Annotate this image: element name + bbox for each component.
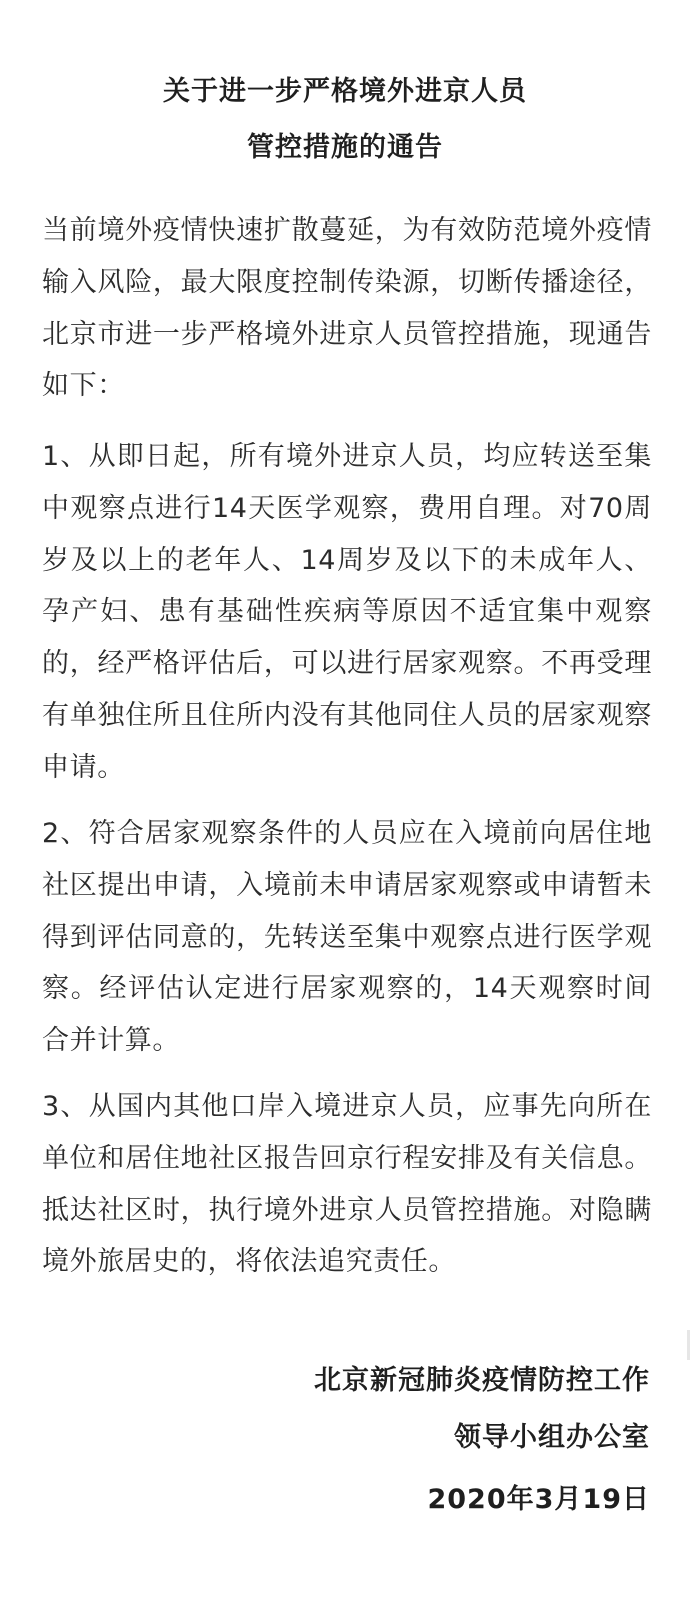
notice-title-line-1: 关于进一步严格境外进京人员 bbox=[163, 76, 527, 107]
item-3-paragraph: 3、从国内其他口岸入境进京人员，应事先向所在单位和居住地社区报告回京行程安排及有关信息。抵达社区时，执行境外进京人员管控措施。对隐瞒境外旅居史的，将依法追究责任。 bbox=[42, 1091, 652, 1278]
intro-paragraph: 当前境外疫情快速扩散蔓延，为有效防范境外疫情输入风险，最大限度控制传染源，切断传播途径，北京市进一步严格境外进京人员管控措施，现通告如下： bbox=[42, 215, 652, 402]
item-2-paragraph: 2、符合居家观察条件的人员应在入境前向居住地社区提出申请，入境前未申请居家观察或申请暂未得到评估同意的，先转送至集中观察点进行医学观察。经评估认定进行居家观察的，14天观察时间合并计算。 bbox=[42, 818, 652, 1057]
item-1-paragraph: 1、从即日起，所有境外进京人员，均应转送至集中观察点进行14天医学观察，费用自理。对70周岁及以上的老年人、14周岁及以下的未成年人、孕产妇、患有基础性疾病等原因不适宜集中观察的，经严格评估后，可以进行居家观察。不再受理有单独住所且住所内没有其他同住人员的居家观察申请。 bbox=[42, 441, 652, 783]
signature-organization-line-1: 北京新冠肺炎疫情防控工作 bbox=[314, 1365, 650, 1396]
notice-title-line-2: 管控措施的通告 bbox=[247, 132, 443, 163]
notice-date: 2020年3月19日 bbox=[427, 1484, 650, 1515]
signature-organization-line-2: 领导小组办公室 bbox=[454, 1422, 650, 1453]
